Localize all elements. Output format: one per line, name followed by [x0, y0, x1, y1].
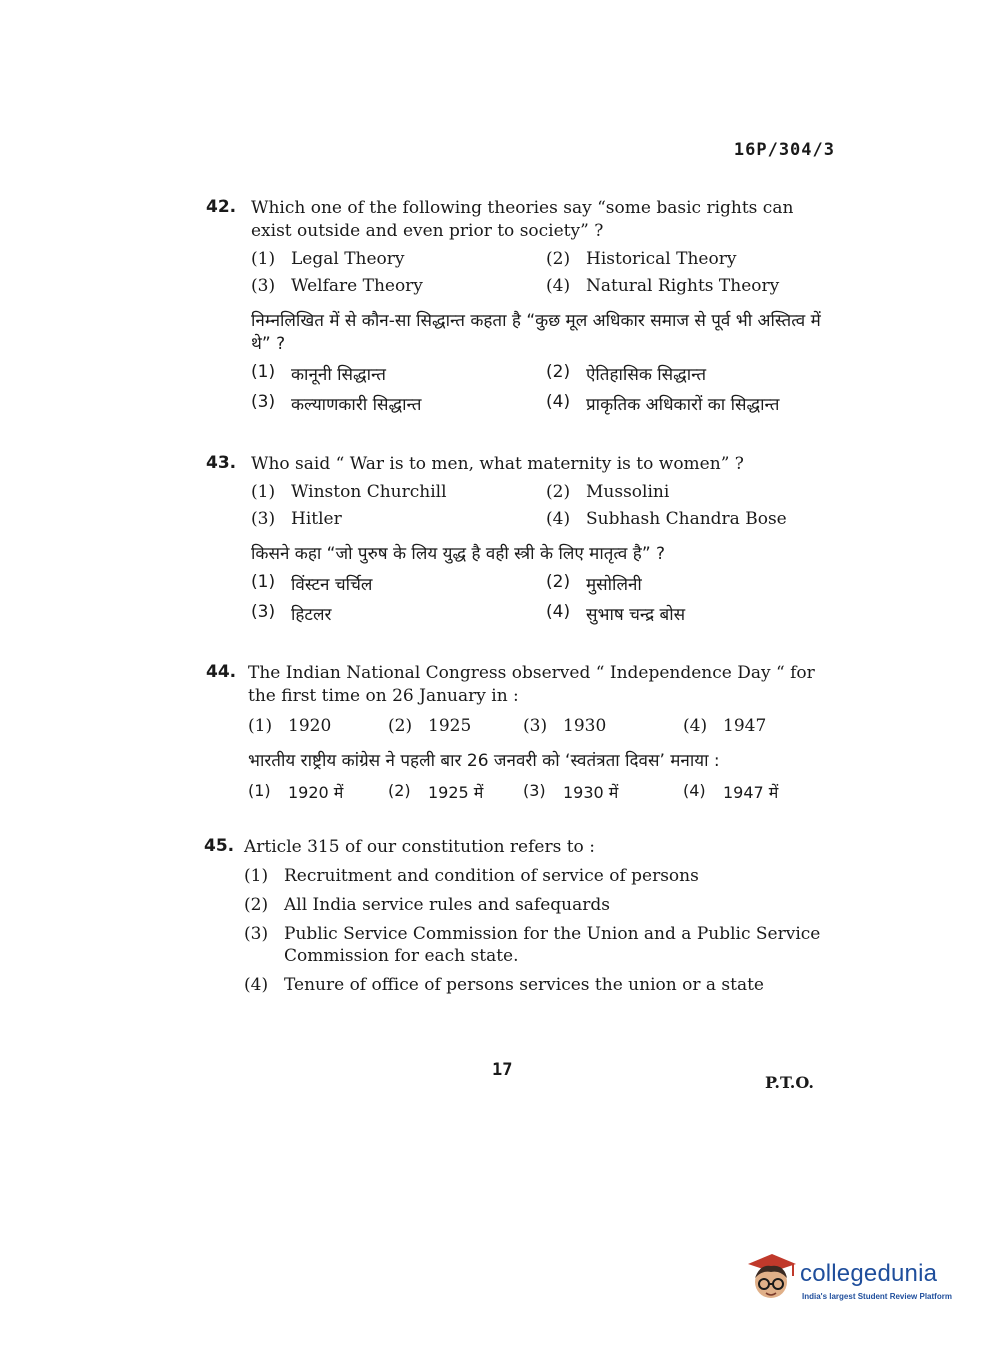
option-4 — [683, 716, 823, 736]
option-text: 1930 में — [563, 783, 619, 802]
logo-name: collegedunia — [800, 1260, 938, 1287]
option-number: (4) — [546, 509, 571, 529]
question-number: 45. — [204, 836, 235, 856]
option-3 — [523, 716, 683, 736]
question-text: Which one of the following theories say “some basic rights can exist outside and even prior to society” ? — [251, 198, 794, 241]
option-text: 1925 — [428, 716, 472, 736]
option-text: Legal Theory — [291, 249, 405, 269]
question-number: 42. — [206, 197, 237, 217]
option-text: Recruitment and condition of service of persons — [284, 866, 699, 886]
option-number: (4) — [683, 781, 706, 800]
option-text: हिटलर — [291, 605, 332, 625]
option-number: (3) — [523, 716, 548, 736]
option-1 — [251, 362, 546, 385]
option-text: ऐतिहासिक सिद्धान्त — [586, 365, 707, 385]
option-number: (4) — [546, 276, 571, 296]
option-number: (3) — [523, 781, 546, 800]
option-3 — [523, 781, 683, 803]
options-hindi — [251, 362, 836, 415]
option-number: (2) — [546, 362, 571, 382]
option-text: Natural Rights Theory — [586, 276, 780, 296]
question-text-hindi: भारतीय राष्ट्रीय कांग्रेस ने पहली बार 26 जनवरी को ‘स्वतंत्रता दिवस’ मनाया : — [248, 751, 720, 771]
option-number: (2) — [546, 572, 571, 592]
options-english — [251, 482, 836, 529]
option-3 — [251, 509, 546, 529]
option-text: प्राकृतिक अधिकारों का सिद्धान्त — [586, 395, 780, 415]
option-text: 1920 — [288, 716, 332, 736]
option-2 — [244, 894, 834, 916]
question-number: 44. — [206, 662, 237, 682]
option-text: 1920 में — [288, 783, 344, 802]
option-4 — [546, 392, 841, 415]
option-2 — [546, 572, 841, 595]
option-number: (1) — [251, 482, 276, 502]
question-text-hindi: निम्नलिखित में से कौन-सा सिद्धान्त कहता है “कुछ मूल अधिकार समाज से पूर्व भी अस्तित्व में थे” ? — [251, 311, 821, 354]
option-text: Historical Theory — [586, 249, 737, 269]
question-text: The Indian National Congress observed “ Independence Day “ for the first time on 26 January in : — [248, 663, 815, 706]
option-1 — [248, 781, 388, 803]
option-text: 1925 में — [428, 783, 484, 802]
option-text: Winston Churchill — [291, 482, 447, 502]
option-number: (2) — [244, 895, 269, 915]
option-4 — [546, 602, 841, 625]
option-text: Subhash Chandra Bose — [586, 509, 787, 529]
option-3 — [251, 602, 546, 625]
option-4 — [244, 974, 834, 996]
option-number: (3) — [251, 509, 276, 529]
option-text: Mussolini — [586, 482, 670, 502]
page-number: 17 — [492, 1060, 513, 1080]
option-1 — [244, 865, 834, 887]
option-number: (1) — [248, 781, 271, 800]
option-text: 1947 — [723, 716, 767, 736]
option-text: Hitler — [291, 509, 342, 529]
option-number: (4) — [244, 975, 269, 995]
option-3 — [244, 923, 834, 967]
option-number: (4) — [546, 602, 571, 622]
mascot-icon — [742, 1250, 800, 1308]
option-text: Tenure of office of persons services the union or a state — [284, 975, 764, 995]
question-43 — [206, 453, 836, 625]
option-2 — [546, 249, 841, 269]
option-number: (1) — [244, 866, 269, 886]
option-number: (3) — [251, 276, 276, 296]
option-4 — [683, 781, 823, 803]
question-text: Article 315 of our constitution refers to : — [244, 837, 595, 857]
question-42 — [206, 197, 836, 415]
options-english — [251, 249, 836, 296]
option-number: (2) — [546, 482, 571, 502]
option-text: कल्याणकारी सिद्धान्त — [291, 395, 422, 415]
question-number: 43. — [206, 453, 237, 473]
option-number: (2) — [388, 781, 411, 800]
option-1 — [251, 572, 546, 595]
option-number: (4) — [546, 392, 571, 412]
option-number: (1) — [251, 362, 276, 382]
option-number: (2) — [546, 249, 571, 269]
question-text: Who said “ War is to men, what maternity is to women” ? — [251, 454, 744, 474]
logo-tagline: India's largest Student Review Platform — [802, 1292, 952, 1301]
option-text: मुसोलिनी — [586, 575, 642, 595]
option-3 — [251, 276, 546, 296]
option-3 — [251, 392, 546, 415]
option-text: सुभाष चन्द्र बोस — [586, 605, 686, 625]
option-text: All India service rules and safequards — [284, 895, 610, 915]
question-45 — [204, 836, 834, 1003]
options-english — [244, 865, 834, 996]
option-text: Public Service Commission for the Union and a Public Service Commission for each state. — [284, 924, 821, 966]
question-44 — [206, 662, 836, 803]
option-text: विंस्टन चर्चिल — [291, 575, 373, 595]
option-1 — [251, 482, 546, 502]
option-text: Welfare Theory — [291, 276, 423, 296]
option-text: कानूनी सिद्धान्त — [291, 365, 386, 385]
question-text-hindi: किसने कहा “जो पुरुष के लिय युद्ध है वही स्त्री के लिए मातृत्व है” ? — [251, 544, 666, 564]
option-text: 1947 में — [723, 783, 779, 802]
option-number: (2) — [388, 716, 413, 736]
option-2 — [546, 482, 841, 502]
option-4 — [546, 276, 841, 296]
option-number: (3) — [244, 924, 269, 944]
option-number: (1) — [248, 716, 273, 736]
option-number: (1) — [251, 572, 276, 592]
option-text: 1930 — [563, 716, 607, 736]
options-hindi — [248, 781, 836, 803]
options-english — [248, 716, 836, 736]
option-4 — [546, 509, 841, 529]
option-number: (4) — [683, 716, 708, 736]
options-hindi — [251, 572, 836, 625]
option-1 — [251, 249, 546, 269]
option-number: (3) — [251, 602, 276, 622]
option-2 — [546, 362, 841, 385]
collegedunia-logo — [742, 1250, 972, 1310]
option-number: (1) — [251, 249, 276, 269]
pto-label: P.T.O. — [765, 1073, 814, 1092]
option-number: (3) — [251, 392, 276, 412]
option-1 — [248, 716, 388, 736]
option-2 — [388, 781, 523, 803]
paper-code: 16P/304/3 — [733, 140, 835, 160]
option-2 — [388, 716, 523, 736]
